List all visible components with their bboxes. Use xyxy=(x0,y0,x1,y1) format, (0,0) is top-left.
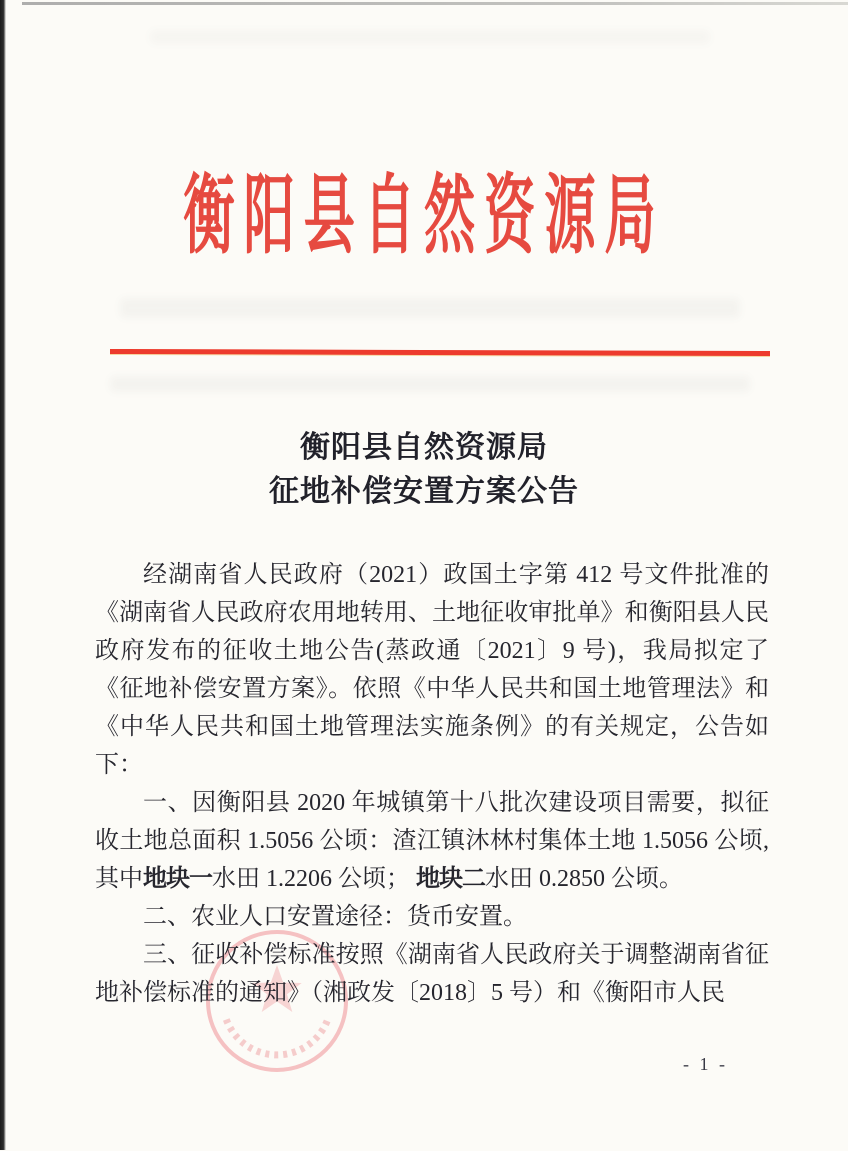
scan-artifact xyxy=(150,30,710,44)
document-body xyxy=(95,556,769,1012)
paragraph-item-3: 三、征收补偿标准按照《湖南省人民政府关于调整湖南省征地补偿标准的通知》（湘政发〔2018〕5 号）和《衡阳市人民 xyxy=(95,942,769,1006)
paragraph-intro: 经湖南省人民政府（2021）政国土字第 412 号文件批准的《湖南省人民政府农用地转用、土地征收审批单》和衡阳县人民政府发布的征收土地公告(蒸政通〔2021〕9 号)，我局拟定了《征地补偿安置方案》。依照《中华人民共和国土地管理法》和《中华人民共和国土地管理法实施条例》的有关规定，公告如下： xyxy=(95,562,769,778)
paragraph-segment: 一、因衡阳县 2020 年城镇第十八批次建设项目需要，拟征收土地总面积 1.5056 公顷：渣江镇沐林村集体土地 1.5056 公顷,其中 xyxy=(95,790,769,892)
page-number: - 1 - xyxy=(683,1054,728,1074)
letterhead-rule xyxy=(110,349,770,356)
paragraph-segment: 水田 0.2850 公顷。 xyxy=(485,866,683,892)
scan-edge-top xyxy=(22,2,848,5)
doc-title-line1: 衡阳县自然资源局 xyxy=(300,431,548,464)
doc-title-line2: 征地补偿安置方案公告 xyxy=(269,475,579,508)
paragraph-segment: 水田 1.2206 公顷； xyxy=(212,866,416,892)
plot-one-label: 地块一 xyxy=(143,865,212,892)
scan-edge-bottom xyxy=(0,1151,848,1169)
paragraph-item-1 xyxy=(95,784,769,898)
scan-edge-left xyxy=(0,0,6,1150)
letterhead-title: 衡阳县自然资源局 xyxy=(183,169,665,265)
paragraph-item-2: 二、农业人口安置途径：货币安置。 xyxy=(143,904,527,930)
scan-artifact xyxy=(110,376,750,392)
document-title xyxy=(0,426,848,514)
scan-artifact xyxy=(120,298,740,318)
plot-two-label: 地块二 xyxy=(416,865,485,892)
